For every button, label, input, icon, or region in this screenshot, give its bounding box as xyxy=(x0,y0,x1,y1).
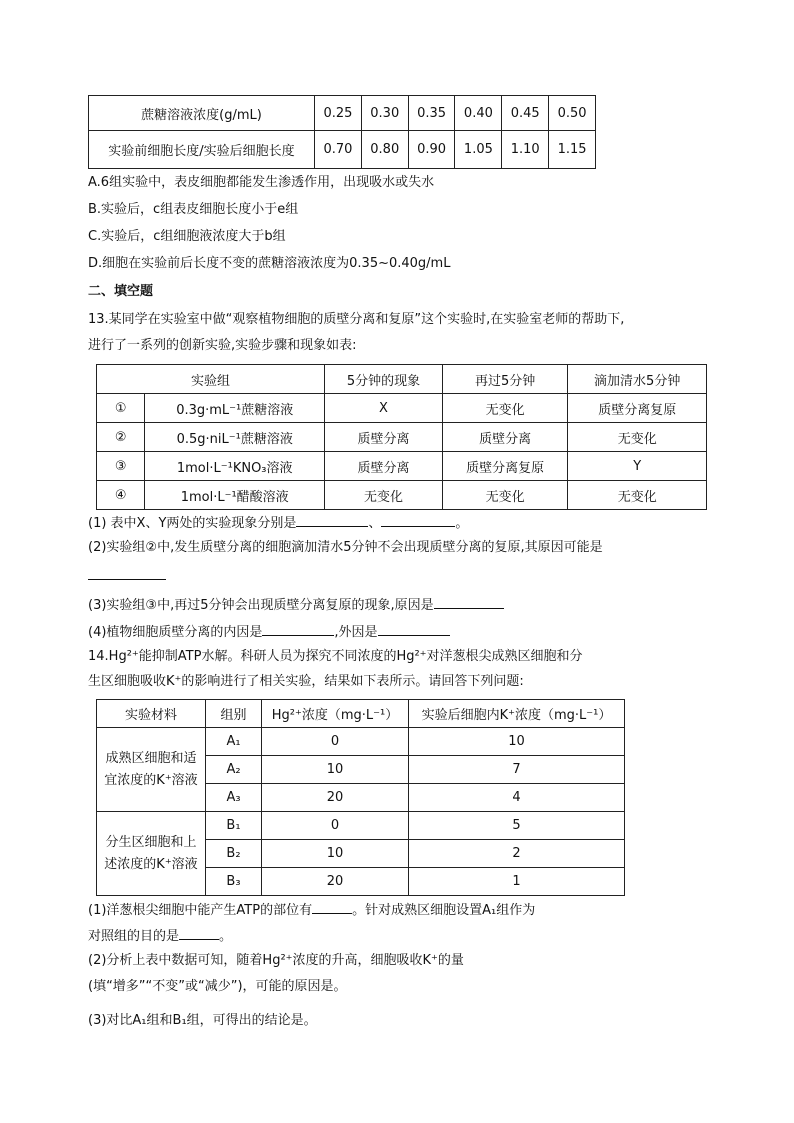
table-header-cell: 蔗糖溶液浓度(g/mL) xyxy=(89,96,315,131)
table-cell: 质壁分离 xyxy=(325,423,443,452)
table-cell: 10 xyxy=(409,728,625,756)
table-cell: B₂ xyxy=(206,840,262,868)
q14-sub1-end: 。 xyxy=(219,929,233,944)
mercury-table xyxy=(96,699,625,896)
q13-sub4 xyxy=(88,621,450,642)
table-cell: X xyxy=(325,394,443,423)
q13-sub2-answer xyxy=(88,565,166,586)
option-b: B.实验后，c组表皮细胞长度小于e组 xyxy=(88,202,299,217)
table-row xyxy=(97,452,707,481)
table-cell: 20 xyxy=(262,868,409,896)
table-cell: ③ xyxy=(97,452,145,481)
table-header-cell: 滴加清水5分钟 xyxy=(568,365,707,394)
table-cell: 1.10 xyxy=(502,131,549,169)
table-cell: 质壁分离 xyxy=(442,423,567,452)
table-cell: ④ xyxy=(97,481,145,510)
q13-stem-line2: 进行了一系列的创新实验,实验步骤和现象如表: xyxy=(88,338,357,353)
table-cell: 1 xyxy=(409,868,625,896)
material-line: 述浓度的K⁺溶液 xyxy=(104,856,198,872)
table-cell: 0.35 xyxy=(408,96,455,131)
q13-sub1-end: 。 xyxy=(455,516,469,531)
q14-sub1-text3: 对照组的目的是 xyxy=(88,929,180,944)
table-cell: ② xyxy=(97,423,145,452)
q13-sub3 xyxy=(88,594,504,615)
q13-sub1-text: (1) 表中X、Y两处的实验现象分别是 xyxy=(88,516,297,531)
table-cell: 10 xyxy=(262,756,409,784)
table-cell: 0.25 xyxy=(315,96,362,131)
section-title: 二、填空题 xyxy=(88,284,154,299)
table-header-cell: Hg²⁺浓度（mg·L⁻¹） xyxy=(262,700,409,728)
material-line: 宜浓度的K⁺溶液 xyxy=(104,772,198,788)
q13-sub2: (2)实验组②中,发生质壁分离的细胞滴加清水5分钟不会出现质壁分离的复原,其原因可能是 xyxy=(88,540,603,555)
table-header-cell: 实验前细胞长度/实验后细胞长度 xyxy=(89,131,315,169)
table-cell: 0.45 xyxy=(502,96,549,131)
q13-sub3-text: (3)实验组③中,再过5分钟会出现质壁分离复原的现象,原因是 xyxy=(88,598,434,613)
table-cell: 无变化 xyxy=(442,481,567,510)
q14-sub2: (2)分析上表中数据可知，随着Hg²⁺浓度的升高，细胞吸收K⁺的量 xyxy=(88,953,464,968)
q14-sub1-text: (1)洋葱根尖细胞中能产生ATP的部位有 xyxy=(88,903,313,918)
table-cell: 0 xyxy=(262,728,409,756)
q13-sub1-sep: 、 xyxy=(368,516,382,531)
q14-sub2-cont: (填“增多”“不变”或“减少”)，可能的原因是。 xyxy=(88,979,347,994)
table-cell: A₂ xyxy=(206,756,262,784)
table-row xyxy=(97,365,707,394)
table-row xyxy=(97,812,625,840)
answer-blank[interactable] xyxy=(381,512,455,527)
table-cell: 0.3g·mL⁻¹蔗糖溶液 xyxy=(145,394,325,423)
table-cell: B₁ xyxy=(206,812,262,840)
table-cell: 0 xyxy=(262,812,409,840)
table-cell: 1mol·L⁻¹KNO₃溶液 xyxy=(145,452,325,481)
answer-blank[interactable] xyxy=(179,925,219,940)
table-cell: 1.15 xyxy=(549,131,596,169)
answer-blank[interactable] xyxy=(262,621,334,636)
answer-blank[interactable] xyxy=(88,565,166,580)
table-row xyxy=(89,131,596,169)
table-cell: 2 xyxy=(409,840,625,868)
table-cell: ① xyxy=(97,394,145,423)
table-row xyxy=(97,423,707,452)
table-cell: 质壁分离复原 xyxy=(442,452,567,481)
table-cell: 7 xyxy=(409,756,625,784)
table-cell: 0.50 xyxy=(549,96,596,131)
table-cell: 质壁分离复原 xyxy=(568,394,707,423)
table-cell: 无变化 xyxy=(568,423,707,452)
sucrose-table xyxy=(88,95,596,169)
material-cell xyxy=(97,728,206,812)
table-cell: 0.70 xyxy=(315,131,362,169)
q13-sub1 xyxy=(88,512,468,533)
table-row xyxy=(97,481,707,510)
q14-sub1-text2: 。针对成熟区细胞设置A₁组作为 xyxy=(352,903,536,918)
table-header-cell: 实验后细胞内K⁺浓度（mg·L⁻¹） xyxy=(409,700,625,728)
q14-sub1-cont xyxy=(88,925,232,946)
table-cell: 1mol·L⁻¹醋酸溶液 xyxy=(145,481,325,510)
table-cell: 0.80 xyxy=(361,131,408,169)
table-cell: 无变化 xyxy=(325,481,443,510)
table-cell: 0.5g·niL⁻¹蔗糖溶液 xyxy=(145,423,325,452)
table-cell: 20 xyxy=(262,784,409,812)
option-a: A.6组实验中，表皮细胞都能发生渗透作用，出现吸水或失水 xyxy=(88,175,435,190)
material-cell xyxy=(97,812,206,896)
option-c: C.实验后，c组细胞液浓度大于b组 xyxy=(88,229,286,244)
table-row xyxy=(97,394,707,423)
table-header-cell: 5分钟的现象 xyxy=(325,365,443,394)
table-cell: A₃ xyxy=(206,784,262,812)
material-line: 分生区细胞和上 xyxy=(105,834,197,850)
q14-stem-line2: 生区细胞吸收K⁺的影响进行了相关实验，结果如下表所示。请回答下列问题: xyxy=(88,674,524,689)
table-cell: 无变化 xyxy=(442,394,567,423)
table-cell: 0.40 xyxy=(455,96,502,131)
q14-sub1 xyxy=(88,899,535,920)
material-line: 成熟区细胞和适 xyxy=(105,750,197,766)
table-row xyxy=(97,700,625,728)
q14-stem-line1: 14.Hg²⁺能抑制ATP水解。科研人员为探究不同浓度的Hg²⁺对洋葱根尖成熟区细胞和分 xyxy=(88,649,583,664)
table-header-cell: 组别 xyxy=(206,700,262,728)
q13-stem-line1: 13.某同学在实验室中做“观察植物细胞的质壁分离和复原”这个实验时,在实验室老师的帮助下, xyxy=(88,312,625,327)
q13-sub4-text: (4)植物细胞质壁分离的内因是 xyxy=(88,625,263,640)
answer-blank[interactable] xyxy=(296,512,368,527)
table-row xyxy=(97,728,625,756)
table-cell: Y xyxy=(568,452,707,481)
table-header-cell: 实验组 xyxy=(97,365,325,394)
table-cell: 5 xyxy=(409,812,625,840)
option-d: D.细胞在实验前后长度不变的蔗糖溶液浓度为0.35~0.40g/mL xyxy=(88,256,451,271)
table-row xyxy=(89,96,596,131)
table-header-cell: 再过5分钟 xyxy=(442,365,567,394)
q13-sub4-text2: ,外因是 xyxy=(334,625,378,640)
answer-blank[interactable] xyxy=(312,899,352,914)
answer-blank[interactable] xyxy=(434,594,504,609)
table-cell: 1.05 xyxy=(455,131,502,169)
q14-sub3: (3)对比A₁组和B₁组，可得出的结论是。 xyxy=(88,1013,317,1028)
table-cell: 质壁分离 xyxy=(325,452,443,481)
table-cell: A₁ xyxy=(206,728,262,756)
table-cell: 0.90 xyxy=(408,131,455,169)
answer-blank[interactable] xyxy=(378,621,450,636)
table-cell: 4 xyxy=(409,784,625,812)
table-cell: B₃ xyxy=(206,868,262,896)
table-cell: 0.30 xyxy=(361,96,408,131)
table-cell: 无变化 xyxy=(568,481,707,510)
experiment-table xyxy=(96,364,707,510)
table-cell: 10 xyxy=(262,840,409,868)
table-header-cell: 实验材料 xyxy=(97,700,206,728)
